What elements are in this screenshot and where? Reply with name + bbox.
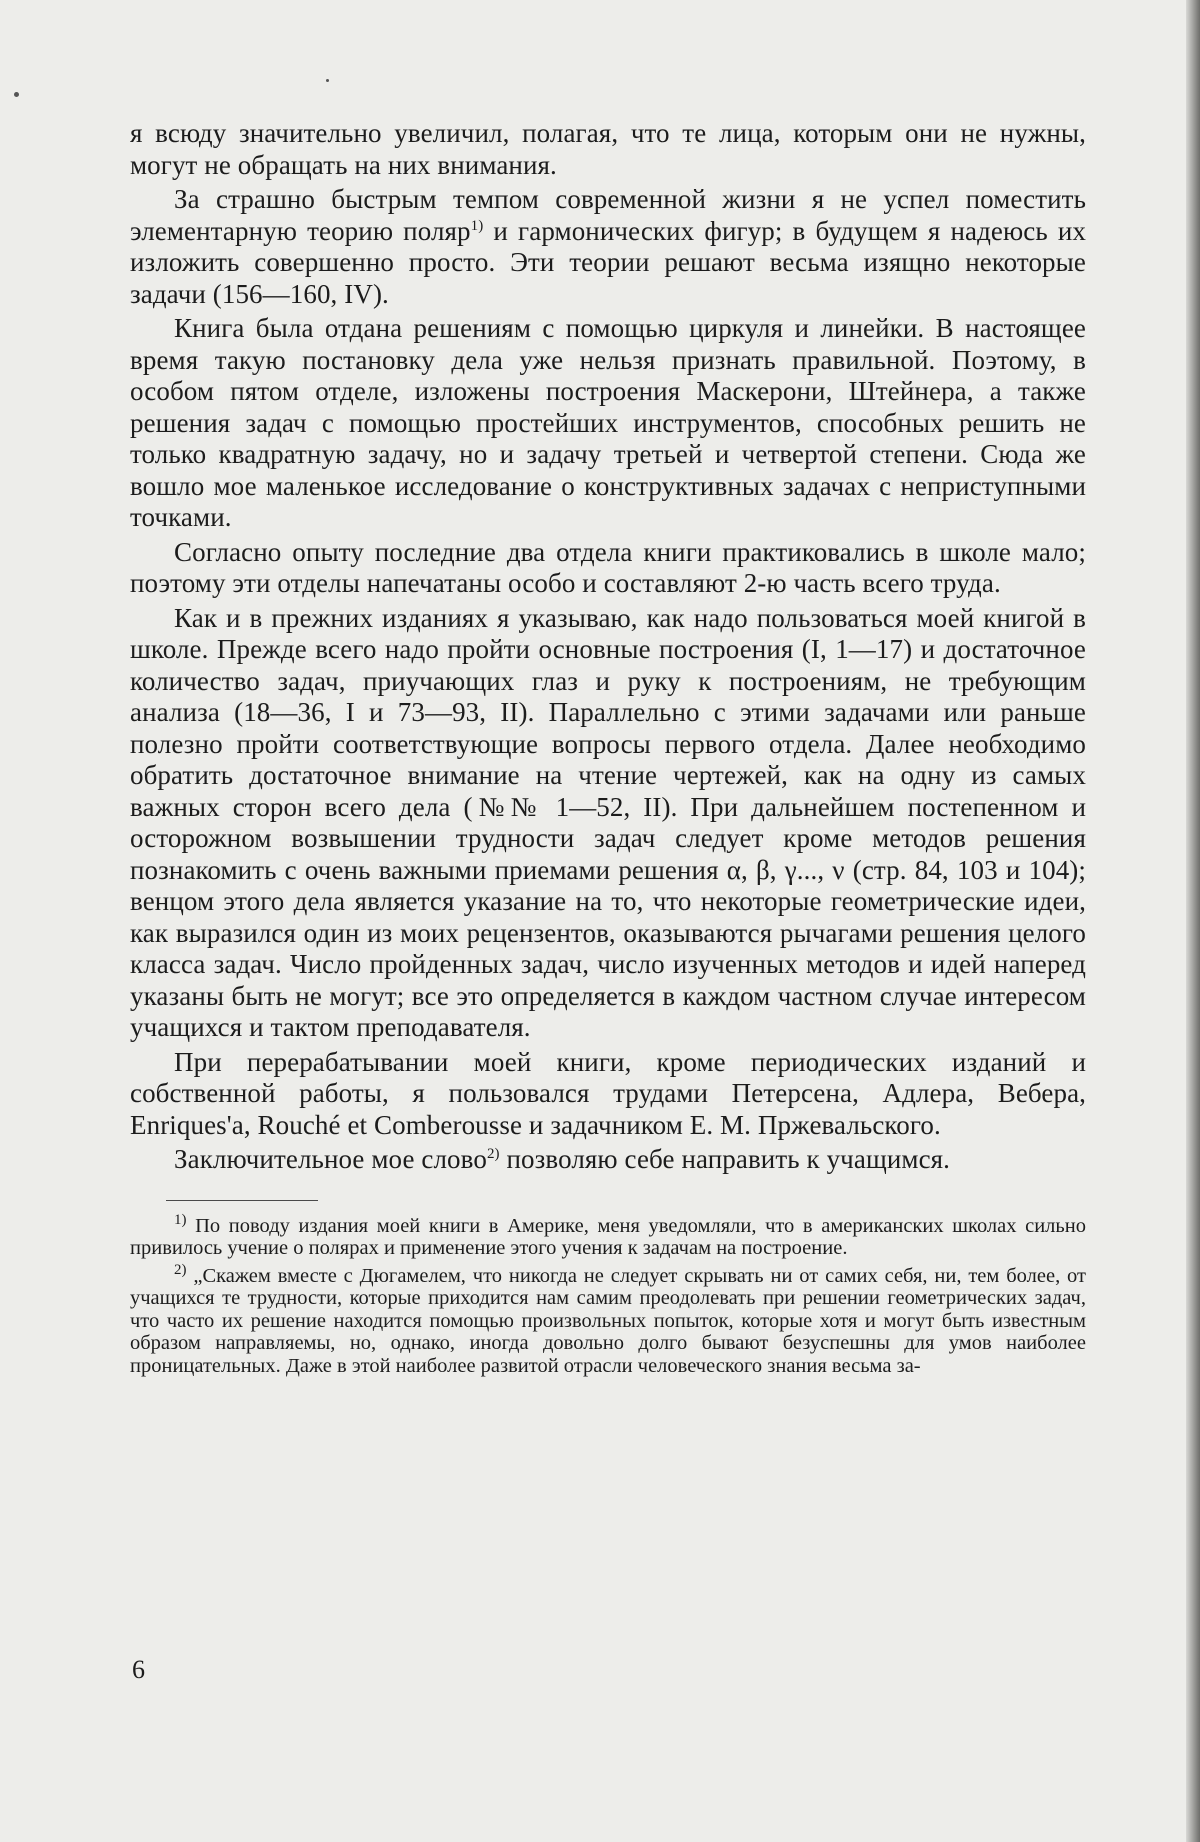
scan-speck	[14, 92, 19, 97]
body-text	[130, 118, 1086, 1377]
footnote-ref: 1)	[470, 217, 484, 234]
paragraph: Книга была отдана решениям с помощью циркуля и линейки. В настоящее время такую постановку дела уже нельзя признать правильной. Поэтому, в особом пятом отделе, изложены построения Маскерони, Штейнера, а также решения задач с помощью простейших инструментов, способных решить не только квадратную задачу, но и задачу третьей и четвертой степени. Сюда же вошло мое маленькое исследование о конструктивных задачах с неприступными точками.	[130, 313, 1086, 532]
footnote-marker: 1)	[174, 1211, 187, 1228]
paragraph: За страшно быстрым темпом современной жизни я не успел поместить элементарную теорию поляр$^{1)}$ и гармонических фигур; в будущем я надеюсь их изложить совершенно просто. Эти теории решают весьма изящно некоторые задачи (156—160, IV).	[130, 184, 1086, 309]
footnote-marker: 2)	[174, 1261, 187, 1278]
page-number: 6	[132, 1655, 145, 1684]
footnote-ref: 2)	[486, 1146, 500, 1162]
footnote: $^{1)}$ По поводу издания моей книги в Америке, меня уведомляли, что в американских школах сильно привилось учение о полярах и применение этого учения к задачам на построение.	[130, 1211, 1086, 1259]
footnote: $^{2)}$ „Скажем вместе с Дюгамелем, что никогда не следует скрывать ни от самих себя, ни, тем более, от учащихся те трудности, которые приходится нам самим преодолевать при решении геометрических задач, что часто их решение находится помощью произвольных попыток, которые хотя и могут быть известным образом направляемы, но, однако, иногда довольно долго бывают безуспешны для умов наиболее проницательных. Даже в этой наиболее развитой отрасли человеческого знания весьма за-	[130, 1261, 1086, 1377]
paragraph: я всюду значительно увеличил, полагая, что те лица, которым они не нужны, могут не обращать на них внимания.	[130, 118, 1086, 180]
footnote-divider	[166, 1200, 318, 1201]
paragraph: Заключительное мое слово$^{2)}$ позволяю себе направить к учащимся.	[174, 1144, 951, 1174]
page-edge-shadow	[1186, 0, 1200, 1842]
paragraph: При перерабатывании моей книги, кроме периодических изданий и собственной работы, я пользовался трудами Петерсена, Адлера, Вебера, Enriques'a, Rouché et Comberousse и задачником Е. М. Пржевальского.	[130, 1046, 1086, 1140]
paragraph: Согласно опыту последние два отдела книги практиковались в школе мало; поэтому эти отделы напечатаны особо и составляют 2-ю часть всего труда.	[130, 536, 1086, 598]
scan-speck	[326, 79, 329, 82]
paragraph: Как и в прежних изданиях я указываю, как надо пользоваться моей книгой в школе. Прежде всего надо пройти основные построения (I, 1—17) и достаточное количество задач, приучающих глаз и руку к построениям, не требующим анализа (18—36, I и 73—93, II). Параллельно с этими задачами или раньше полезно пройти соответствующие вопросы первого отдела. Далее необходимо обратить достаточное внимание на чтение чертежей, как на одну из самых важных сторон всего дела (№№ 1—52, II). При дальнейшем постепенном и осторожном возвышении трудности задач следует кроме методов решения познакомить с очень важными приемами решения α, β, γ..., ν (стр. 84, 103 и 104); венцом этого дела является указание на то, что некоторые геометрические идеи, как выразился один из моих рецензентов, оказываются рычагами решения целого класса задач. Число пройденных задач, число изученных методов и идей наперед указаны быть не могут; все это определяется в каждом частном случае интересом учащихся и тактом преподавателя.	[130, 602, 1086, 1042]
